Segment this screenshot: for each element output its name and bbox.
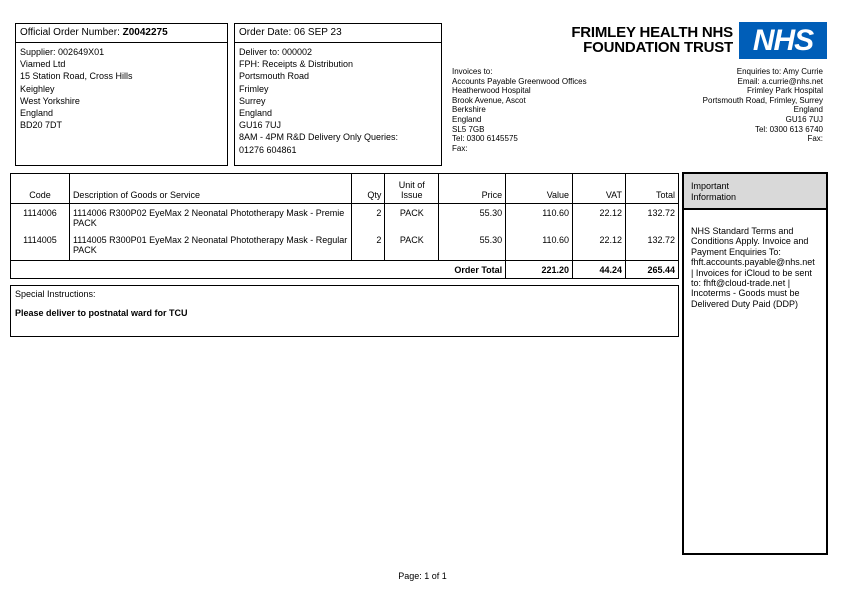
invoices-to-line: Berkshire [452,105,486,115]
enquiries-line: GU16 7UJ [785,114,823,124]
trust-name-line2: FOUNDATION TRUST [583,39,733,56]
deliver-to-line: Portsmouth Road [239,71,310,82]
important-title-line1: Important [691,181,730,191]
enquiries-line: Fax: [807,134,823,144]
col-header-vat: VAT [573,174,626,204]
col-header-price: Price [439,174,506,204]
cell-unit: PACK [385,231,439,261]
supplier-line: 15 Station Road, Cross Hills [20,71,133,82]
order-number-label: Official Order Number: [20,27,120,38]
cell-total: 132.72 [626,231,679,261]
supplier-line: BD20 7DT [20,120,63,131]
delivery-box [234,23,442,166]
deliver-to-line: Surrey [239,95,266,106]
deliver-to-label: Deliver to: [239,47,280,57]
deliver-to-line: FPH: Receipts & Distribution [239,59,354,70]
cell-price: 55.30 [439,231,506,261]
cell-price: 55.30 [439,204,506,231]
enquiries-line: Portsmouth Road, Frimley, Surrey [702,95,823,105]
col-header-unit [385,174,439,204]
col-header-total: Total [626,174,679,204]
invoices-to-line: SL5 7GB [452,124,485,134]
nhs-logo: NHS [739,22,827,59]
cell-code: 1114005 [11,231,70,261]
col-header-unit-line2: Issue [401,190,423,200]
enquiries-line: Frimley Park Hospital [746,86,823,96]
enquiries-label: Enquiries to: Amy Currie [736,67,823,76]
order-total-vat: 44.24 [573,261,626,279]
important-information-header [684,174,826,210]
enquiries-line: Email: a.currie@nhs.net [737,76,823,86]
supplier-line: England [20,108,54,119]
cell-description: 1114005 R300P01 EyeMax 2 Neonatal Phototherapy Mask - Regular PACK [69,231,351,261]
invoices-to-block [452,67,587,153]
special-instructions-box [10,285,679,337]
trust-name-line1: FRIMLEY HEALTH NHS [571,24,733,41]
supplier-line: West Yorkshire [20,95,80,106]
cell-qty: 2 [352,231,385,261]
order-date-value: 06 SEP 23 [294,27,342,38]
cell-description: 1114006 R300P02 EyeMax 2 Neonatal Phototherapy Mask - Premie PACK [69,204,351,231]
order-date-label: Order Date: [239,27,292,38]
order-items-table [10,173,679,279]
trust-name [520,25,733,55]
col-header-description: Description of Goods or Service [69,174,351,204]
supplier-line: Keighley [20,83,55,94]
enquiries-line: Tel: 0300 613 6740 [754,124,823,134]
cell-unit: PACK [385,204,439,231]
important-information-box [682,172,828,555]
invoices-to-line: Fax: [452,143,468,153]
table-row [11,204,679,231]
cell-value: 110.60 [506,204,573,231]
deliver-to-block [235,43,441,159]
cell-qty: 2 [352,204,385,231]
cell-code: 1114006 [11,204,70,231]
deliver-to-line: GU16 7UJ [239,120,282,131]
cell-vat: 22.12 [573,204,626,231]
invoices-to-line: Tel: 0300 6145575 [452,134,518,144]
deliver-to-line: 8AM - 4PM R&D Delivery Only Queries: [239,132,399,143]
deliver-to-code: 000002 [282,47,313,57]
table-row [11,231,679,261]
order-number-header [16,24,227,43]
cell-vat: 22.12 [573,231,626,261]
order-number-value: Z0042275 [122,27,168,38]
cell-total: 132.72 [626,204,679,231]
special-instructions-label: Special Instructions: [15,289,96,299]
order-total-row [11,261,679,279]
invoices-to-line: Brook Avenue, Ascot [452,95,526,105]
cell-value: 110.60 [506,231,573,261]
page-number: Page: 1 of 1 [398,571,447,581]
deliver-to-line: 01276 604861 [239,144,297,155]
supplier-label: Supplier: [20,47,56,57]
invoices-to-label: Invoices to: [452,67,493,76]
enquiries-line: England [793,105,823,115]
deliver-to-line: Frimley [239,83,269,94]
supplier-code: 002649X01 [58,47,105,57]
col-header-code: Code [11,174,70,204]
col-header-qty: Qty [352,174,385,204]
invoices-to-line: Heatherwood Hospital [452,86,531,96]
order-total-total: 265.44 [626,261,679,279]
deliver-to-line: England [239,108,273,119]
important-title-line2: Information [691,192,737,202]
col-header-value: Value [506,174,573,204]
order-total-value: 221.20 [506,261,573,279]
supplier-block [16,43,227,134]
invoices-to-line: Accounts Payable Greenwood Offices [452,76,587,86]
col-header-unit-line1: Unit of [398,180,425,190]
important-information-text: NHS Standard Terms and Conditions Apply. Invoice and Payment Enquiries To: fhft.accounts.payable@nhs.net | Invoices for iCloud to be sent to: fhft@cloud-trade.net | Incoterms - Goods must be Delivered Duty Paid (DDP) [691,226,815,309]
table-header-row [11,174,679,204]
supplier-line: Viamed Ltd [20,59,66,70]
order-number-box [15,23,228,166]
enquiries-block [640,67,823,144]
invoices-to-line: England [452,114,482,124]
special-instructions-text: Please deliver to postnatal ward for TCU [15,308,188,318]
order-total-label: Order Total [11,261,506,279]
order-date-header [235,24,441,43]
